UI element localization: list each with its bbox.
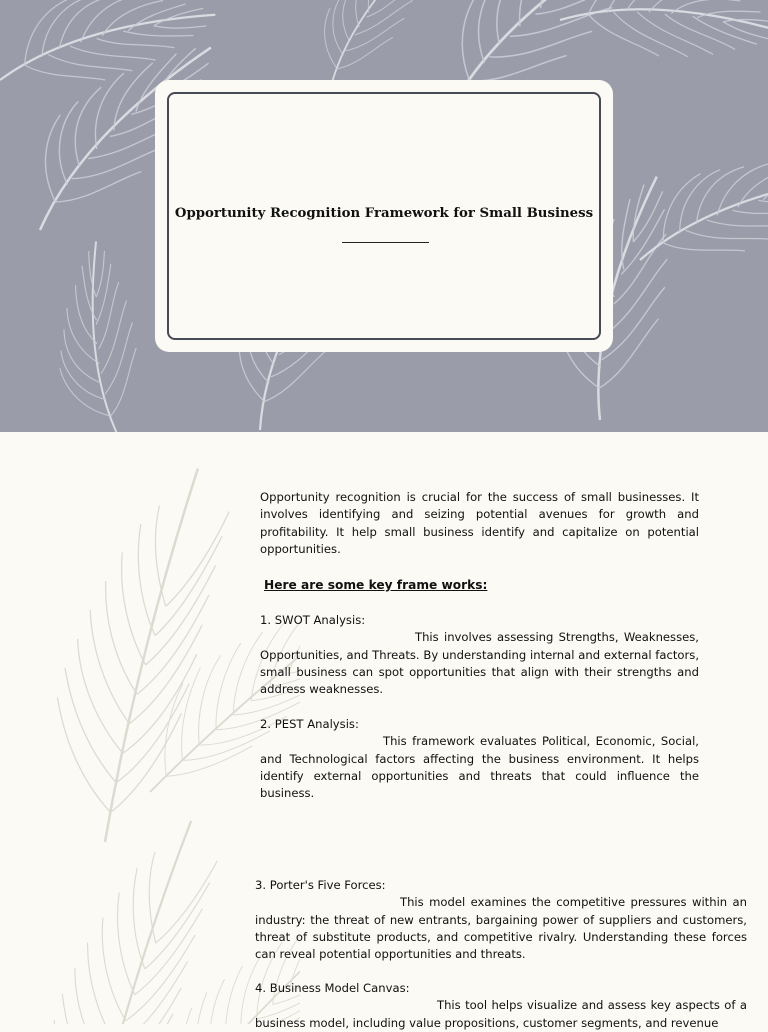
framework-title: 4. Business Model Canvas: xyxy=(255,981,410,995)
framework-title: 2. PEST Analysis: xyxy=(260,717,359,731)
intro-paragraph: Opportunity recognition is crucial for the success of small businesses. It involves identifying and seizing potential avenues for growth and profitability. It help small business identify and capitalize on potential opportunities. xyxy=(260,490,699,556)
framework-description: This model examines the competitive pressures within an industry: the threat of new entrants, bargaining power of suppliers and customers, threat of substitute products, and competitive rivalry. Understanding these forces can reveal potential opportunities and threats. xyxy=(255,895,747,962)
header-banner xyxy=(0,0,768,432)
intro-section xyxy=(260,489,699,558)
framework-description: This framework evaluates Political, Economic, Social, and Technological factors affecting the business environment. It helps identify external opportunities and threats that could influence the business. xyxy=(260,734,699,801)
framework-title: 1. SWOT Analysis: xyxy=(260,613,366,627)
title-card xyxy=(155,80,613,352)
framework-title: 3. Porter's Five Forces: xyxy=(255,878,386,892)
page-title: Opportunity Recognition Framework for Small Business xyxy=(174,206,594,221)
framework-pest xyxy=(260,716,699,802)
title-underline xyxy=(342,242,429,243)
framework-porter xyxy=(255,877,747,963)
framework-bmc xyxy=(255,980,747,1032)
title-card-frame xyxy=(167,92,601,340)
framework-description: This tool helps visualize and assess key aspects of a business model, including value propositions, customer segments, and revenue xyxy=(255,998,747,1030)
framework-description: This involves assessing Strengths, Weaknesses, Opportunities, and Threats. By understanding internal and external factors, small business can spot opportunities that align with their strengths and address weaknesses. xyxy=(260,630,699,697)
frameworks-heading-block xyxy=(264,577,664,594)
frameworks-heading: Here are some key frame works: xyxy=(264,578,488,592)
framework-swot xyxy=(260,612,699,698)
